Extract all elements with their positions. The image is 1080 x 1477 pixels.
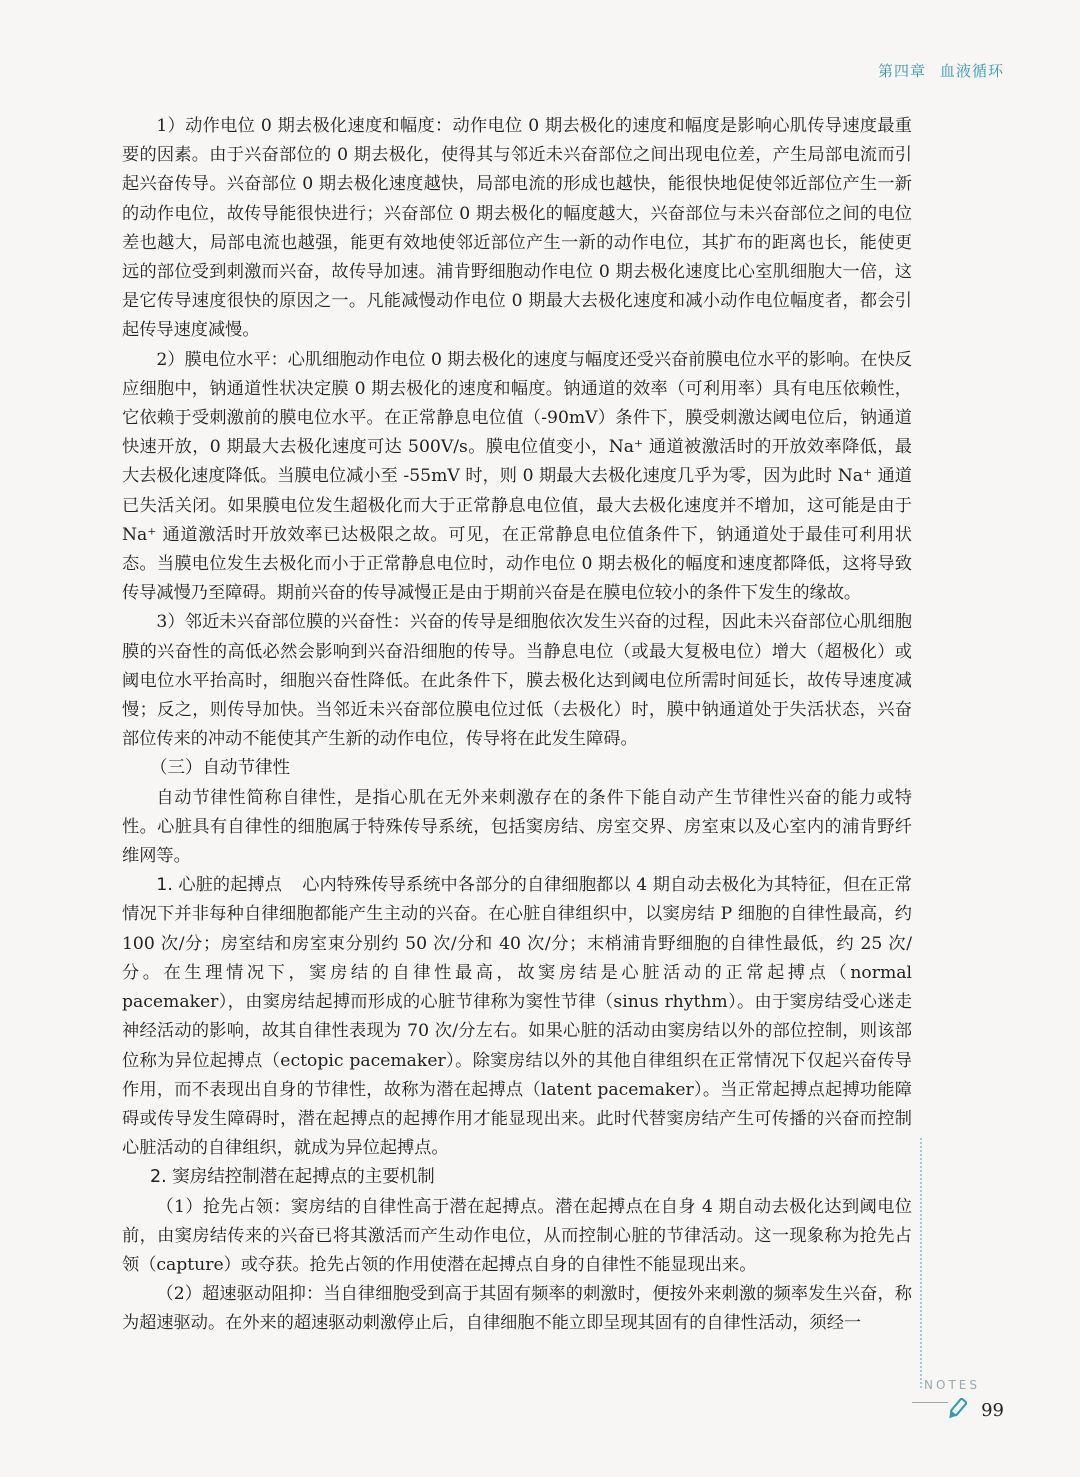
body-paragraph: 1）动作电位 0 期去极化速度和幅度：动作电位 0 期去极化的速度和幅度是影响心肌传导速度最重要的因素。由于兴奋部位的 0 期去极化，使得其与邻近未兴奋部位之间出现电位差，产生局部电流而引起兴奋传导。兴奋部位 0 期去极化速度越快，局部电流的形成也越快，能很快地促使邻近部位产生一新的动作电位，故传导能很快进行；兴奋部位 0 期去极化的幅度越大，兴奋部位与未兴奋部位之间的电位差也越大，局部电流也越强，能更有效地使邻近部位产生一新的动作电位，其扩布的距离也长，能使更远的部位受到刺激而兴奋，故传导加速。浦肯野细胞动作电位 0 期去极化速度比心室肌细胞大一倍，这是它传导速度很快的原因之一。凡能减慢动作电位 0 期最大去极化速度和减小动作电位幅度者，都会引起传导速度减慢。 [122,116,912,341]
page-number: 99 [981,1400,1004,1421]
margin-dotted-line [920,1138,922,1388]
chapter-label: 第四章 [877,62,926,80]
body-paragraph: 2）膜电位水平：心肌细胞动作电位 0 期去极化的速度与幅度还受兴奋前膜电位水平的影响。在快反应细胞中，钠通道性状决定膜 0 期去极化的速度和幅度。钠通道的效率（可利用率）具有电压依赖性，它依赖于受刺激前的膜电位水平。在正常静息电位值（-90mV）条件下，膜受刺激达阈电位后，钠通道快速开放，0 期最大去极化速度可达 500V/s。膜电位值变小，Na⁺ 通道被激活时的开放效率降低，最大去极化速度降低。当膜电位减小至 -55mV 时，则 0 期最大去极化速度几乎为零，因为此时 Na⁺ 通道已失活关闭。如果膜电位发生超极化而大于正常静息电位值，最大去极化速度并不增加，这可能是由于 Na⁺ 通道激活时开放效率已达极限之故。可见，在正常静息电位值条件下，钠通道处于最佳可利用状态。当膜电位发生去极化而小于正常静息电位时，动作电位 0 期去极化的幅度和速度都降低，这将导致传导减慢乃至障碍。期前兴奋的传导减慢正是由于期前兴奋是在膜电位较小的条件下发生的缘故。 [122,349,912,604]
chapter-title: 血液循环 [939,62,1004,80]
notes-label: NOTES [924,1378,980,1392]
subsection-1-title: 1. 心脏的起搏点 [156,875,283,896]
list-item: （2）超速驱动阻抑：当自律细胞受到高于其固有频率的刺激时，便按外来刺激的频率发生兴奋，称为超速驱动。在外来的超速驱动刺激停止后，自律细胞不能立即呈现其固有的自律性活动，须经一 [122,1284,912,1334]
subsection-1 [122,871,912,1163]
section-intro: 自动节律性简称自律性，是指心肌在无外来刺激存在的条件下能自动产生节律性兴奋的能力或特性。心脏具有自律性的细胞属于特殊传导系统，包括窦房结、房室交界、房室束以及心室内的浦肯野纤维网等。 [122,787,912,867]
list-item: （1）抢先占领：窦房结的自律性高于潜在起搏点。潜在起搏点在自身 4 期自动去极化达到阈电位前，由窦房结传来的兴奋已将其激活而产生动作电位，从而控制心脏的节律活动。这一现象称为抢先占领（capture）或夺获。抢先占领的作用使潜在起搏点自身的自律性不能显现出来。 [122,1196,912,1275]
body-paragraph: 3）邻近未兴奋部位膜的兴奋性：兴奋的传导是细胞依次发生兴奋的过程，因此未兴奋部位心肌细胞膜的兴奋性的高低必然会影响到兴奋沿细胞的传导。当静息电位（或最大复极电位）增大（超极化）或阈电位水平抬高时，细胞兴奋性降低。在此条件下，膜去极化达到阈电位所需时间延长，故传导速度减慢；反之，则传导加快。当邻近未兴奋部位膜电位过低（去极化）时，膜中钠通道处于失活状态，兴奋部位传来的冲动不能使其产生新的动作电位，传导将在此发生障碍。 [122,612,912,750]
subsection-2-title: 2. 窦房结控制潜在起搏点的主要机制 [150,1167,435,1188]
notes-rule [912,1402,948,1403]
page-body [122,112,912,1339]
section-heading: （三）自动节律性 [150,758,290,779]
subsection-1-text: 心内特殊传导系统中各部分的自律细胞都以 4 期自动去极化为其特征，但在正常情况下并非每种自律细胞都能产生主动的兴奋。在心脏自律组织中，以窦房结 P 细胞的自律性最高，约 100 次/分；房室结和房室束分别约 50 次/分和 40 次/分；末梢浦肯野细胞的自律性最低，约 25 次/分。在生理情况下，窦房结的自律性最高，故窦房结是心脏活动的正常起搏点（normal pacemaker），由窦房结起搏而形成的心脏节律称为窦性节律（sinus rhythm）。由于窦房结受心迷走神经活动的影响，故其自律性表现为 70 次/分左右。如果心脏的活动由窦房结以外的部位控制，则该部位称为异位起搏点（ectopic pacemaker）。除窦房结以外的其他自律组织在正常情况下仅起兴奋传导作用，而不表现出自身的节律性，故称为潜在起搏点（latent pacemaker）。当正常起搏点起搏功能障碍或传导发生障碍时，潜在起搏点的起搏作用才能显现出来。此时代替窦房结产生可传播的兴奋而控制心脏活动的自律组织，就成为异位起搏点。 [122,875,912,1159]
running-header [864,60,1004,81]
pen-icon [944,1396,970,1422]
